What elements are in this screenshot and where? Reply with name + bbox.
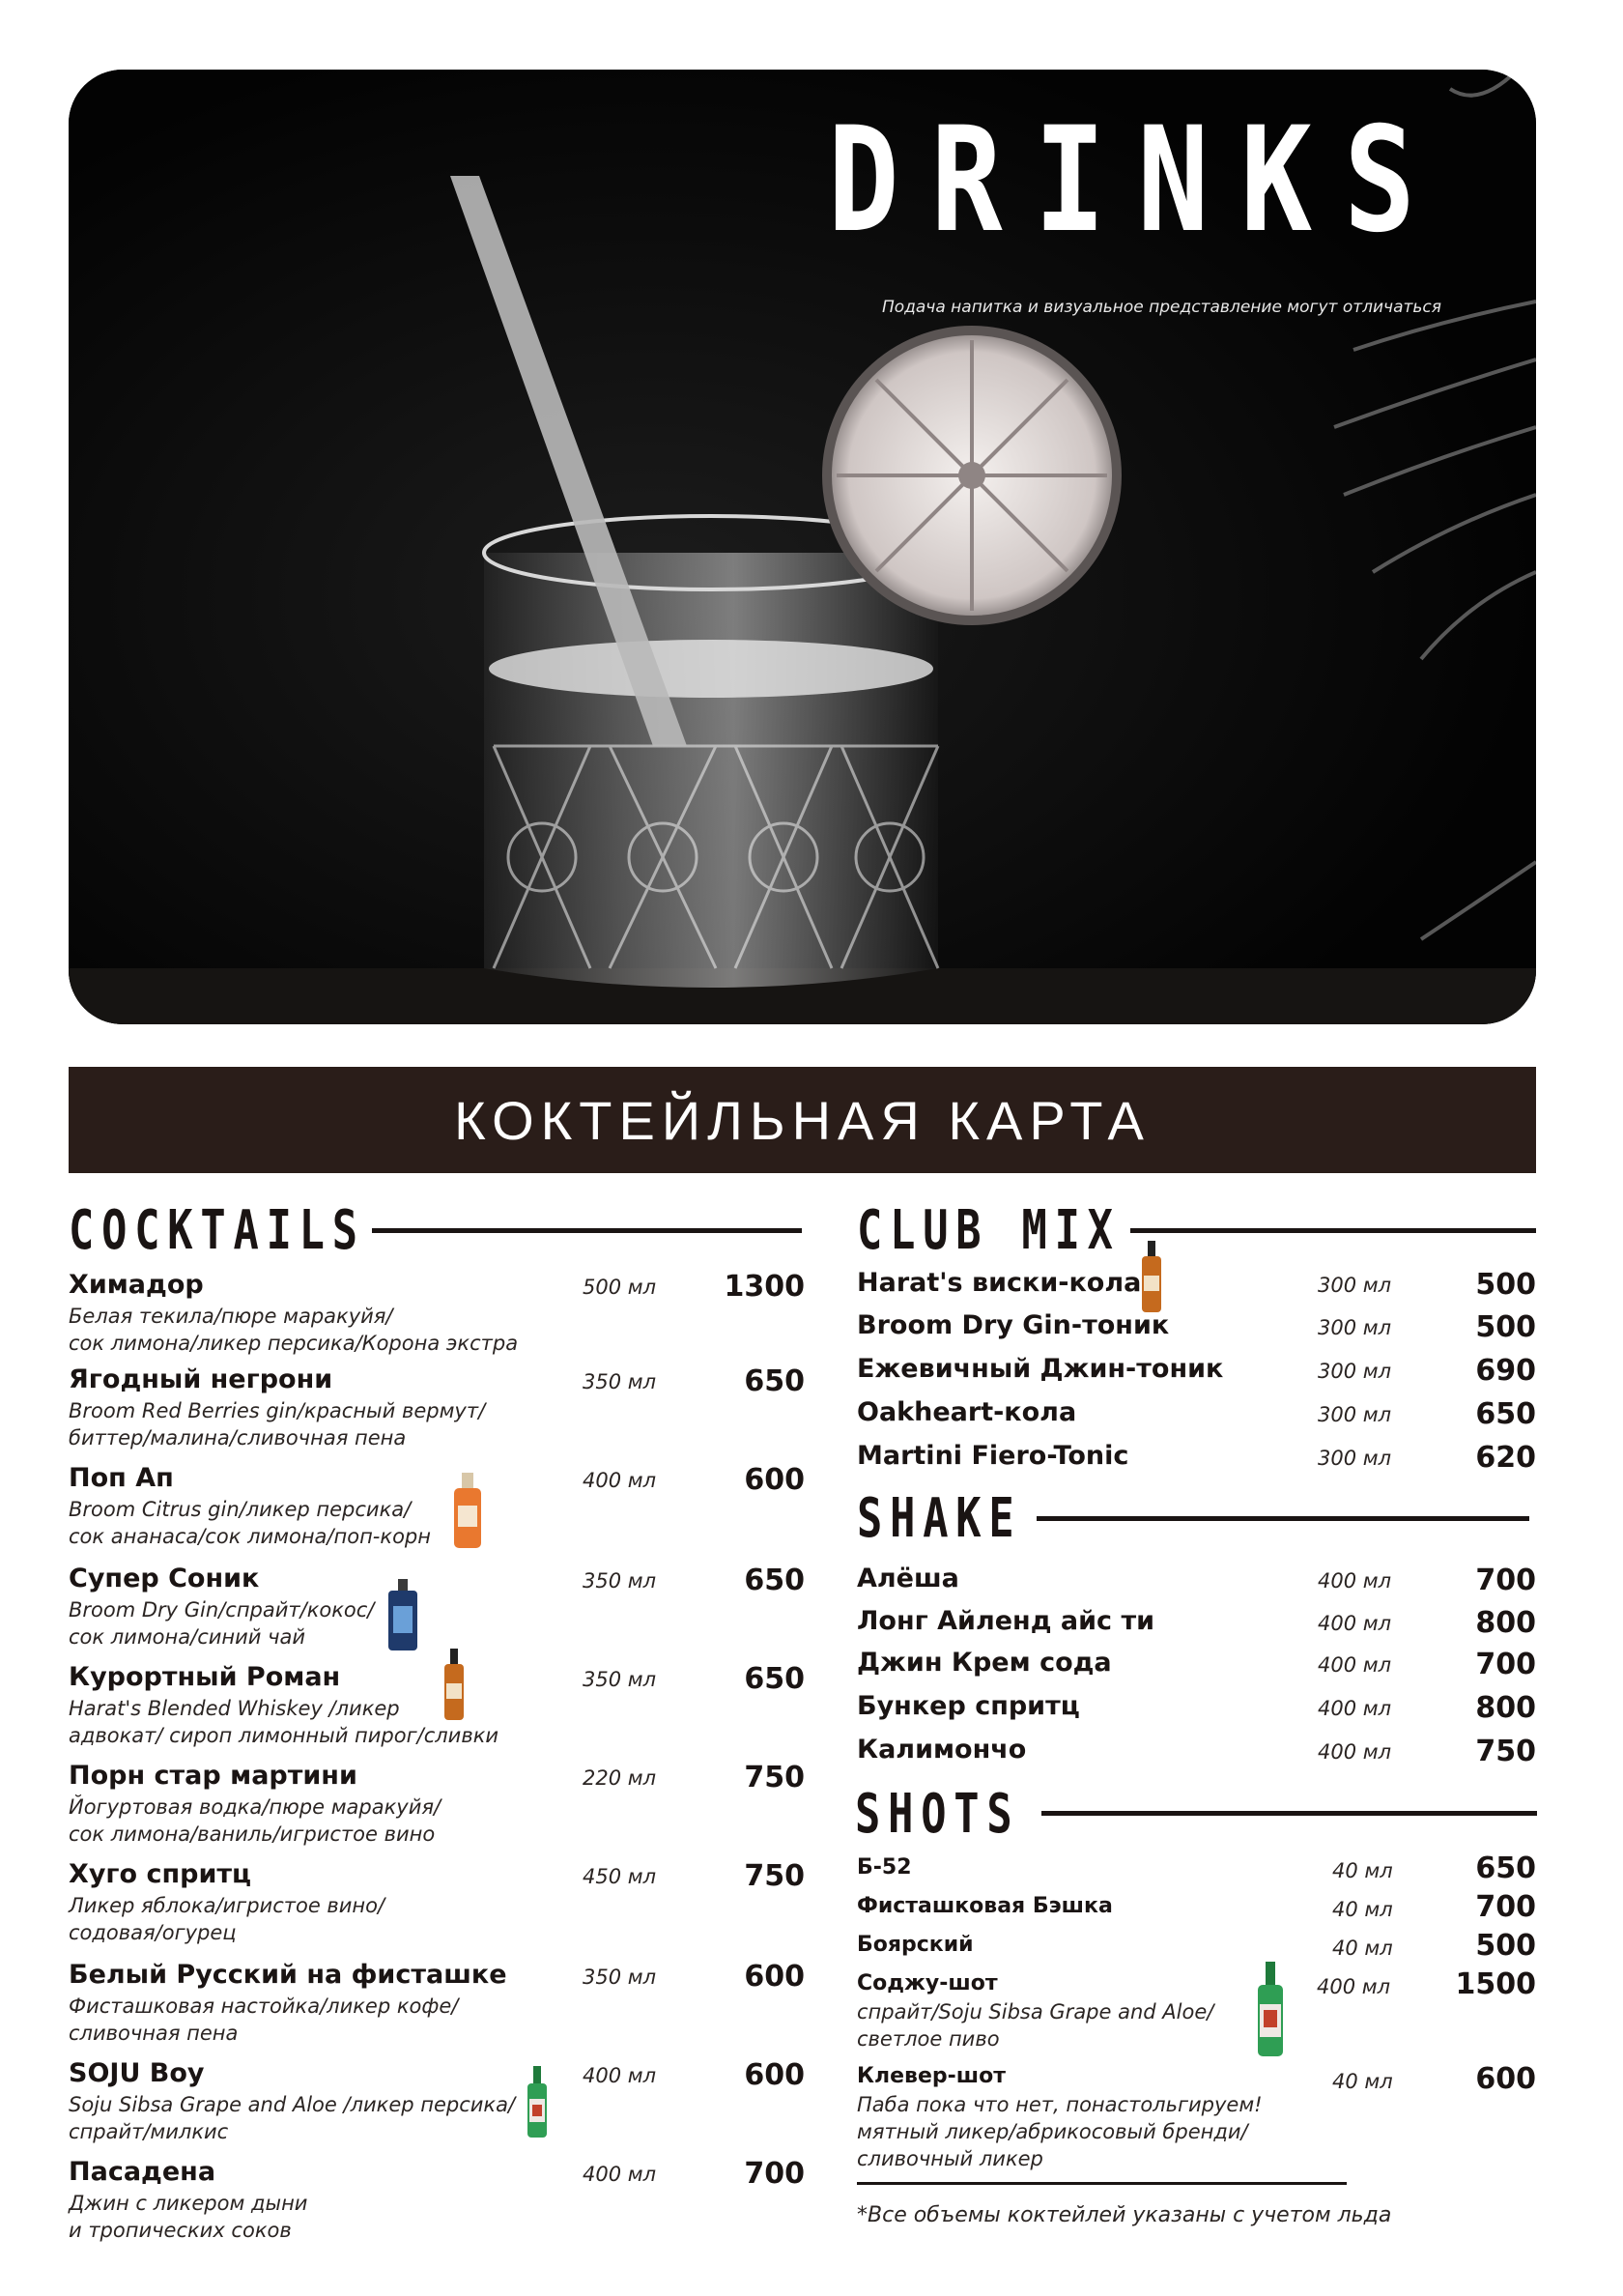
item-name: Лонг Айленд айс ти xyxy=(857,1606,1155,1636)
cocktail-card-banner: КОКТЕЙЛЬНАЯ КАРТА xyxy=(69,1067,1536,1173)
item-name: Порн стар мартини xyxy=(69,1761,357,1791)
item-volume: 300 мл xyxy=(1318,1403,1392,1426)
item-volume: 40 мл xyxy=(1332,1898,1393,1921)
item-volume: 400 мл xyxy=(1318,1653,1392,1677)
menu-item xyxy=(857,1397,1536,1436)
item-volume: 400 мл xyxy=(583,2163,657,2186)
menu-item xyxy=(69,1761,805,1848)
item-price: 500 xyxy=(1475,1929,1536,1963)
item-desc-line: спрайт/Soju Sibsa Grape and Aloe/ xyxy=(857,2000,1214,2023)
menu-item xyxy=(857,1967,1536,2051)
item-price: 700 xyxy=(744,2157,805,2191)
cocktails-divider xyxy=(372,1228,802,1233)
footnote-divider xyxy=(857,2182,1347,2185)
soju-bottle-icon xyxy=(1256,1962,1285,2058)
item-volume: 450 мл xyxy=(583,1865,657,1888)
item-price: 800 xyxy=(1475,1691,1536,1725)
item-price: 600 xyxy=(744,2058,805,2092)
item-desc-line: Broom Citrus gin/ликер персика/ xyxy=(69,1498,412,1521)
item-price: 620 xyxy=(1475,1441,1536,1475)
item-desc-line: Broom Dry Gin/спрайт/кокос/ xyxy=(69,1598,375,1622)
item-price: 700 xyxy=(1475,1648,1536,1681)
item-desc-line: сливочная пена xyxy=(69,2022,239,2045)
clubmix-divider xyxy=(1130,1228,1536,1233)
item-desc-line: Harat's Blended Whiskey /ликер xyxy=(69,1697,400,1720)
item-desc-line: сок лимона/ликер персика/Корона экстра xyxy=(69,1332,519,1355)
item-name: Химадор xyxy=(69,1270,204,1300)
item-price: 500 xyxy=(1475,1310,1536,1344)
item-name: Harat's виски-кола xyxy=(857,1268,1142,1298)
item-price: 650 xyxy=(744,1564,805,1597)
item-desc-line: спрайт/милкис xyxy=(69,2120,229,2143)
blue-bottle-icon xyxy=(386,1579,419,1652)
shots-divider xyxy=(1041,1811,1537,1816)
menu-item xyxy=(69,1859,805,1946)
menu-item xyxy=(857,1890,1536,1929)
menu-item xyxy=(857,1606,1536,1645)
item-volume: 400 мл xyxy=(1318,1569,1392,1593)
item-volume: 350 мл xyxy=(583,1569,657,1593)
item-desc-line: сок лимона/ваниль/игристое вино xyxy=(69,1822,436,1846)
shake-divider xyxy=(1037,1516,1529,1521)
item-price: 600 xyxy=(744,1960,805,1994)
item-name: Ягодный негрони xyxy=(69,1364,333,1394)
item-volume: 350 мл xyxy=(583,1370,657,1393)
item-desc-line: сливочный ликер xyxy=(857,2147,1043,2170)
item-desc-line: и тропических соков xyxy=(69,2219,292,2242)
item-name: Супер Соник xyxy=(69,1564,260,1593)
item-volume: 400 мл xyxy=(1317,1975,1391,1998)
footnote: *Все объемы коктейлей указаны с учетом льда xyxy=(857,2203,1392,2227)
item-volume: 40 мл xyxy=(1332,2070,1393,2093)
item-desc-line: Ликер яблока/игристое вино/ xyxy=(69,1894,385,1917)
item-volume: 400 мл xyxy=(1318,1740,1392,1764)
menu-item xyxy=(857,2064,1536,2170)
menu-item xyxy=(857,1691,1536,1730)
item-price: 800 xyxy=(1475,1606,1536,1640)
item-desc-line: адвокат/ сироп лимонный пирог/сливки xyxy=(69,1724,499,1747)
item-volume: 40 мл xyxy=(1332,1937,1393,1960)
menu-item xyxy=(69,1364,805,1451)
menu-item xyxy=(69,1270,805,1357)
item-name: Oakheart-кола xyxy=(857,1397,1077,1427)
menu-item xyxy=(857,1648,1536,1686)
item-desc-line: Джин с ликером дыни xyxy=(69,2192,308,2215)
item-desc-line: Фисташковая настойка/ликер кофе/ xyxy=(69,1995,459,2018)
item-name: Соджу-шот xyxy=(857,1971,998,1995)
menu-item xyxy=(857,1354,1536,1392)
item-name: Калимончо xyxy=(857,1735,1027,1765)
item-price: 690 xyxy=(1475,1354,1536,1388)
item-name: Клевер-шот xyxy=(857,2064,1006,2088)
item-desc-line: сок лимона/синий чай xyxy=(69,1625,306,1649)
item-price: 750 xyxy=(744,1859,805,1893)
menu-item xyxy=(857,1929,1536,1967)
item-name: Broom Dry Gin-тоник xyxy=(857,1310,1170,1340)
item-volume: 400 мл xyxy=(1318,1612,1392,1635)
item-price: 600 xyxy=(744,1463,805,1497)
cocktails-title: COCKTAILS xyxy=(69,1198,365,1262)
item-volume: 350 мл xyxy=(583,1966,657,1989)
item-name: Фисташковая Бэшка xyxy=(857,1894,1113,1918)
menu-item xyxy=(69,2157,805,2244)
item-price: 700 xyxy=(1475,1564,1536,1597)
item-price: 1300 xyxy=(724,1270,805,1304)
item-desc-line: содовая/огурец xyxy=(69,1921,237,1944)
item-volume: 350 мл xyxy=(583,1668,657,1691)
menu-item xyxy=(69,1463,805,1550)
item-desc-line: светлое пиво xyxy=(857,2027,1000,2051)
item-volume: 40 мл xyxy=(1332,1859,1393,1882)
hero-photo xyxy=(69,70,1536,1024)
shake-title: SHAKE xyxy=(857,1486,1022,1550)
menu-item xyxy=(69,1564,805,1650)
shots-heading xyxy=(855,1780,1067,1848)
item-price: 500 xyxy=(1475,1268,1536,1302)
menu-item xyxy=(857,1564,1536,1602)
menu-item xyxy=(69,1960,805,2047)
item-name: Пасадена xyxy=(69,2157,216,2187)
item-volume: 300 мл xyxy=(1318,1316,1392,1339)
item-name: Хуго спритц xyxy=(69,1859,252,1889)
item-desc-line: биттер/малина/сливочная пена xyxy=(69,1426,407,1449)
item-name: Курортный Роман xyxy=(69,1662,341,1692)
item-name: Ежевичный Джин-тоник xyxy=(857,1354,1224,1384)
item-name: Белый Русский на фисташке xyxy=(69,1960,507,1990)
item-volume: 500 мл xyxy=(583,1276,657,1299)
item-price: 650 xyxy=(744,1364,805,1398)
item-price: 650 xyxy=(1475,1851,1536,1885)
item-volume: 400 мл xyxy=(583,2064,657,2087)
item-desc-line: Йогуртовая водка/пюре маракуйя/ xyxy=(69,1795,441,1819)
item-price: 750 xyxy=(1475,1735,1536,1768)
item-name: Боярский xyxy=(857,1933,974,1957)
item-price: 650 xyxy=(1475,1397,1536,1431)
item-volume: 400 мл xyxy=(1318,1697,1392,1720)
menu-item xyxy=(857,1735,1536,1773)
menu-item xyxy=(857,1310,1536,1349)
item-name: Бункер спритц xyxy=(857,1691,1080,1721)
item-name: Джин Крем сода xyxy=(857,1648,1112,1678)
clubmix-title: CLUB MIX xyxy=(857,1198,1121,1262)
whiskey-bottle-icon xyxy=(442,1649,466,1722)
item-volume: 300 мл xyxy=(1318,1274,1392,1297)
drinks-subtitle: Подача напитка и визуальное представление могут отличаться xyxy=(881,298,1441,317)
item-desc-line: Soju Sibsa Grape and Aloe /ликер персика/ xyxy=(69,2093,516,2116)
item-volume: 300 мл xyxy=(1318,1447,1392,1470)
item-name: Martini Fiero-Tonic xyxy=(857,1441,1129,1471)
drinks-title: DRINKS xyxy=(827,97,1447,265)
menu-item xyxy=(69,2058,805,2145)
item-desc-line: сок ананаса/сок лимона/поп-корн xyxy=(69,1525,431,1548)
item-price: 700 xyxy=(1475,1890,1536,1924)
shots-title: SHOTS xyxy=(855,1782,1020,1846)
menu-item xyxy=(857,1441,1536,1479)
item-name: Поп Ап xyxy=(69,1463,174,1493)
item-price: 750 xyxy=(744,1761,805,1794)
orange-bottle-icon xyxy=(452,1473,483,1550)
item-name: Алёша xyxy=(857,1564,959,1593)
item-desc-line: мятный ликер/абрикосовый бренди/ xyxy=(857,2120,1248,2143)
menu-item xyxy=(69,1662,805,1749)
item-name: SOJU Boy xyxy=(69,2058,205,2088)
item-desc-line: Паба пока что нет, понастольгируем! xyxy=(857,2093,1263,2116)
item-desc-line: Broom Red Berries gin/красный вермут/ xyxy=(69,1399,486,1422)
item-volume: 220 мл xyxy=(583,1766,657,1790)
item-volume: 400 мл xyxy=(583,1469,657,1492)
menu-item xyxy=(857,1268,1536,1306)
item-price: 1500 xyxy=(1455,1967,1536,2001)
soju-bottle-icon xyxy=(527,2066,548,2139)
item-name: Б-52 xyxy=(857,1855,912,1880)
item-volume: 300 мл xyxy=(1318,1360,1392,1383)
item-price: 650 xyxy=(744,1662,805,1696)
item-desc-line: Белая текила/пюре маракуйя/ xyxy=(69,1305,393,1328)
menu-item xyxy=(857,1851,1536,1890)
item-price: 600 xyxy=(1475,2062,1536,2096)
